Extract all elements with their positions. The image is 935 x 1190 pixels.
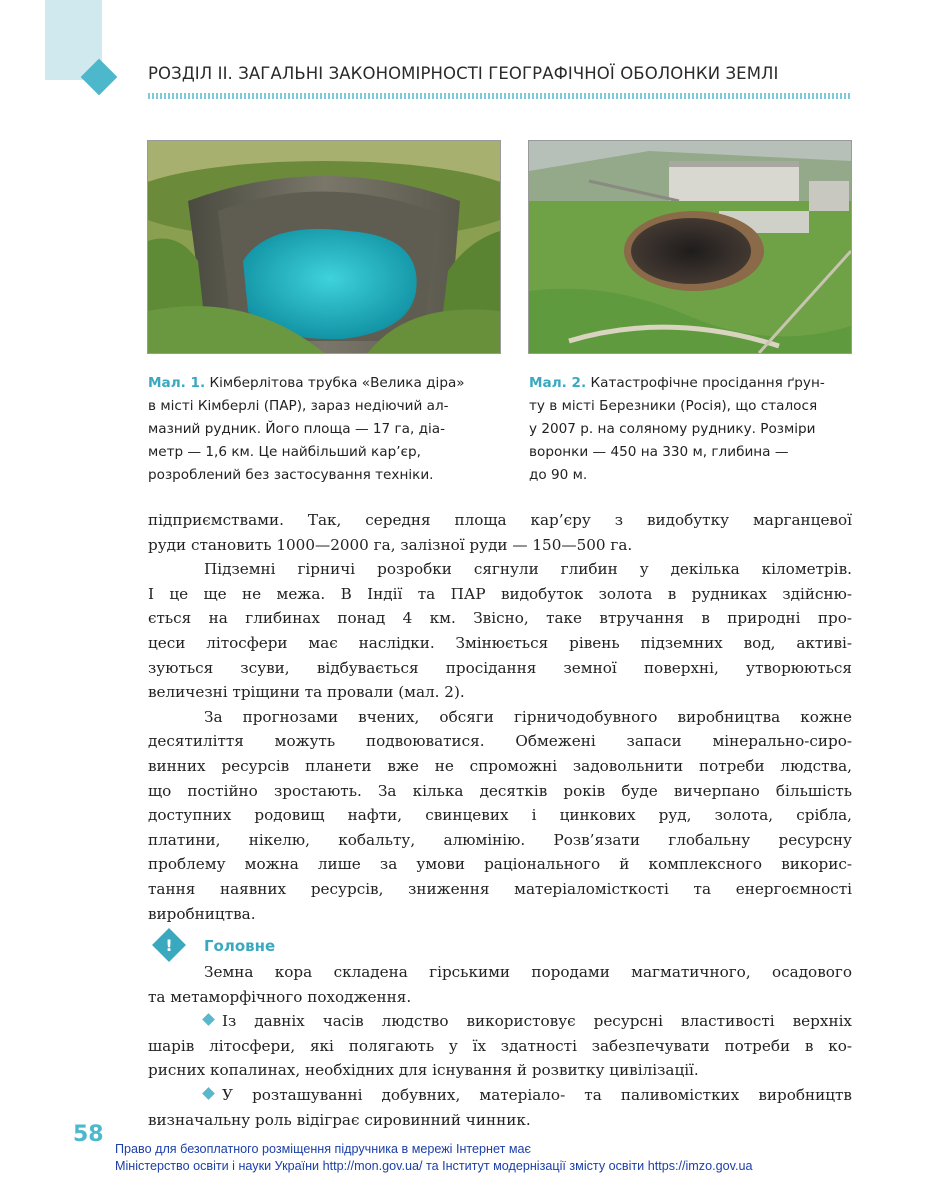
caption-line: до 90 м. <box>529 467 588 483</box>
text-line <box>148 1083 852 1108</box>
caption-line: мазний рудник. Його площа — 17 га, діа- <box>148 421 446 437</box>
exclamation-icon: ! <box>165 936 173 956</box>
bullet-text: Із давніх часів людство використовує ресурсні властивості верхніх <box>222 1012 852 1031</box>
text-line: винних ресурсів планети вже не спроможні задовольнити потреби людства, <box>148 756 852 775</box>
text-line: тання наявних ресурсів, зниження матеріаломісткості та енергоємності <box>148 879 852 898</box>
text-line: доступних родовищ нафти, свинцевих і цинкових руд, золота, срібла, <box>148 806 852 825</box>
header-dotted-rule <box>148 93 852 99</box>
text-line: За прогнозами вчених, обсяги гірничодобувного виробництва кожне <box>204 707 852 726</box>
caption-line: в місті Кімберлі (ПАР), зараз недіючий ал- <box>148 398 449 414</box>
caption-line: ту в місті Березники (Росія), що сталося <box>529 398 818 414</box>
text-line: рисних копалинах, необхідних для існування й розвитку цивілізації. <box>148 1061 699 1080</box>
body-text <box>148 508 852 1132</box>
photo-big-hole <box>147 140 501 354</box>
caption-line: воронки — 450 на 330 м, глибина — <box>529 444 789 460</box>
bullet-diamond-icon <box>202 1013 215 1026</box>
text-line: що постійно зростають. За кілька десятків років буде вичерпано більшість <box>148 781 852 800</box>
text-line: платини, нікелю, кобальту, алюмінію. Розв’язати глобальну ресурсну <box>148 830 852 849</box>
summary-title: Головне <box>204 937 276 956</box>
caption-line <box>148 372 504 395</box>
text-line: визначальну роль відіграє сировинний чинник. <box>148 1110 531 1129</box>
caption-line <box>529 372 851 395</box>
summary-heading <box>148 932 852 960</box>
text-line: зуються зсуви, відбувається просідання земної поверхні, утворюються <box>148 658 852 677</box>
text-line: Земна кора складена гірськими породами магматичного, осадового <box>204 963 852 982</box>
caption-line: у 2007 р. на соляному руднику. Розміри <box>529 421 816 437</box>
figure-1-caption <box>148 372 504 487</box>
caption-line: розроблений без застосування техніки. <box>148 467 434 483</box>
text-line: ється на глибинах понад 4 км. Звісно, таке втручання в природні про- <box>148 609 852 628</box>
text-line: десятиліття можуть подвоюватися. Обмежені запаси мінерально-сиро- <box>148 732 852 751</box>
paragraph-1 <box>148 508 852 557</box>
summary-section <box>148 932 852 1132</box>
paragraph-2 <box>148 557 852 705</box>
figure-2-label: Мал. 2. <box>529 375 587 391</box>
figure-1-label: Мал. 1. <box>148 375 206 391</box>
text-line: руди становить 1000—2000 га, залізної руди — 150—500 га. <box>148 535 633 554</box>
text-line: проблему можна лише за умови раціонального й комплексного викорис- <box>148 855 852 874</box>
footer-license <box>115 1141 752 1175</box>
text-line: І це ще не межа. В Індії та ПАР видобуток золота в рудниках здійсню- <box>148 584 852 603</box>
bullet-diamond-icon <box>202 1087 215 1100</box>
bullet-text: У розташуванні добувних, матеріало- та паливомістких виробництв <box>222 1086 852 1105</box>
text-line: величезні тріщини та провали (мал. 2). <box>148 683 465 702</box>
chapter-title: РОЗДІЛ ІІ. ЗАГАЛЬНІ ЗАКОНОМІРНОСТІ ГЕОГРАФІЧНОЇ ОБОЛОНКИ ЗЕМЛІ <box>148 64 779 83</box>
caption-line: метр — 1,6 км. Це найбільший кар’єр, <box>148 444 421 460</box>
text-line: та метаморфічного походження. <box>148 987 412 1006</box>
caption-text: Катастрофічне просідання ґрун- <box>586 375 825 391</box>
text-line: шарів літосфери, які полягають у їх здатності забезпечувати потреби в ко- <box>148 1036 852 1055</box>
photo-berezniki-sinkhole <box>528 140 852 354</box>
text-line: Підземні гірничі розробки сягнули глибин у декілька кілометрів. <box>204 560 852 579</box>
text-line: підприємствами. Так, середня площа кар’єру з видобутку марганцевої <box>148 511 852 529</box>
text-line: виробництва. <box>148 904 256 923</box>
page-number: 58 <box>73 1122 104 1147</box>
figure-2-caption <box>529 372 851 487</box>
text-line <box>148 1009 852 1034</box>
footer-line-1: Право для безоплатного розміщення підручника в мережі Інтернет має <box>115 1142 531 1156</box>
paragraph-3 <box>148 705 852 926</box>
text-line: цеси літосфери має наслідки. Змінюється рівень підземних вод, активі- <box>148 633 852 652</box>
footer-line-2[interactable]: Міністерство освіти і науки України http://mon.gov.ua/ та Інститут модернізації змісту освіти https://imzo.gov.ua <box>115 1159 753 1173</box>
caption-text: Кімберлітова трубка «Велика діра» <box>205 375 465 391</box>
